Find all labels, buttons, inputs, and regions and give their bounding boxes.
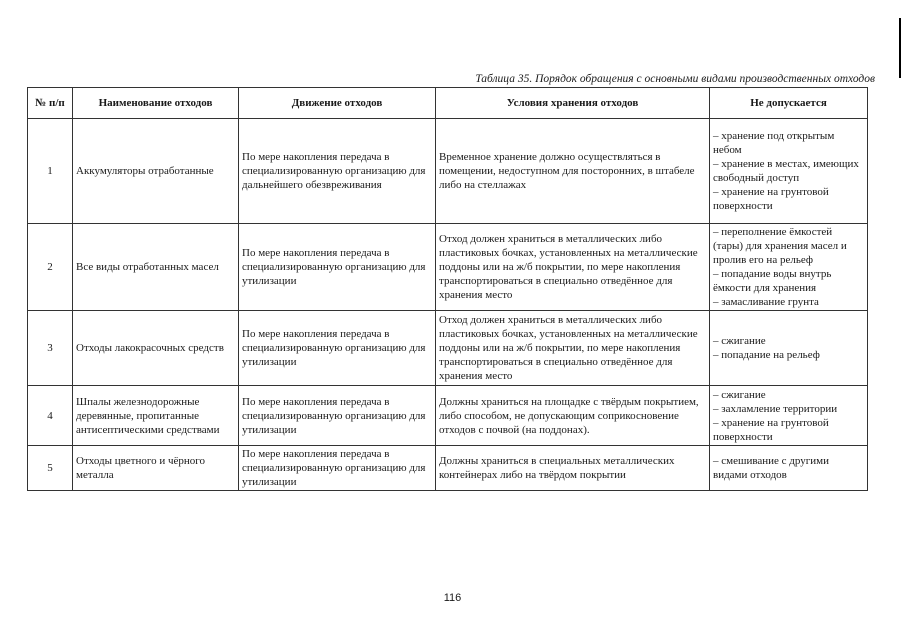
header-waste-movement: Движение отходов	[239, 88, 436, 119]
waste-name-cell: Отходы цветного и чёрного металла	[73, 446, 239, 491]
row-number: 5	[28, 446, 73, 491]
prohibited-cell: – хранение под открытым небом – хранение в местах, имеющих свободный доступ – хранение на грунтовой поверхности	[710, 119, 868, 224]
waste-name-cell: Шпалы железнодорожные деревянные, пропитанные антисептическими средствами	[73, 386, 239, 446]
storage-cell: Временное хранение должно осуществляться в помещении, недоступном для посторонних, в штабеле либо на стеллажах	[436, 119, 710, 224]
table-caption: Таблица 35. Порядок обращения с основными видами производственных отходов	[475, 73, 875, 85]
storage-cell: Должны храниться в специальных металлических контейнерах либо на твёрдом покрытии	[436, 446, 710, 491]
table-row	[28, 386, 868, 446]
header-storage-conditions: Условия хранения отходов	[436, 88, 710, 119]
table-row	[28, 119, 868, 224]
row-number: 3	[28, 311, 73, 386]
waste-name-cell: Аккумуляторы отработанные	[73, 119, 239, 224]
table-row	[28, 311, 868, 386]
header-waste-name: Наименование отходов	[73, 88, 239, 119]
header-number: № п/п	[28, 88, 73, 119]
movement-cell: По мере накопления передача в специализированную организацию для утилизации	[239, 311, 436, 386]
waste-handling-table	[27, 87, 868, 491]
row-number: 2	[28, 224, 73, 311]
storage-cell: Должны храниться на площадке с твёрдым покрытием, либо способом, не допускающим соприкосновение отходов с почвой (на поддонах).	[436, 386, 710, 446]
movement-cell: По мере накопления передача в специализированную организацию для утилизации	[239, 224, 436, 311]
row-number: 4	[28, 386, 73, 446]
prohibited-cell: – сжигание – попадание на рельеф	[710, 311, 868, 386]
movement-cell: По мере накопления передача в специализированную организацию для утилизации	[239, 446, 436, 491]
page-edge-line	[899, 18, 901, 78]
prohibited-cell: – переполнение ёмкостей (тары) для хранения масел и пролив его на рельеф – попадание воды внутрь ёмкости для хранения – замасливание грунта	[710, 224, 868, 311]
prohibited-cell: – сжигание – захламление территории – хранение на грунтовой поверхности	[710, 386, 868, 446]
prohibited-cell: – смешивание с другими видами отходов	[710, 446, 868, 491]
movement-cell: По мере накопления передача в специализированную организацию для утилизации	[239, 386, 436, 446]
storage-cell: Отход должен храниться в металлических либо пластиковых бочках, установленных на металлические поддоны или на ж/б покрытии, по мере накопления транспортироваться в специально отведённое для хранения место	[436, 311, 710, 386]
table-header-row	[28, 88, 868, 119]
waste-name-cell: Отходы лакокрасочных средств	[73, 311, 239, 386]
table-row	[28, 224, 868, 311]
page-number: 116	[443, 592, 462, 604]
movement-cell: По мере накопления передача в специализированную организацию для дальнейшего обезвреживания	[239, 119, 436, 224]
header-prohibited: Не допускается	[710, 88, 868, 119]
waste-name-cell: Все виды отработанных масел	[73, 224, 239, 311]
row-number: 1	[28, 119, 73, 224]
table-row	[28, 446, 868, 491]
storage-cell: Отход должен храниться в металлических либо пластиковых бочках, установленных на металлические поддоны или на ж/б покрытии, по мере накопления транспортироваться в специально отведённое для хранения место	[436, 224, 710, 311]
